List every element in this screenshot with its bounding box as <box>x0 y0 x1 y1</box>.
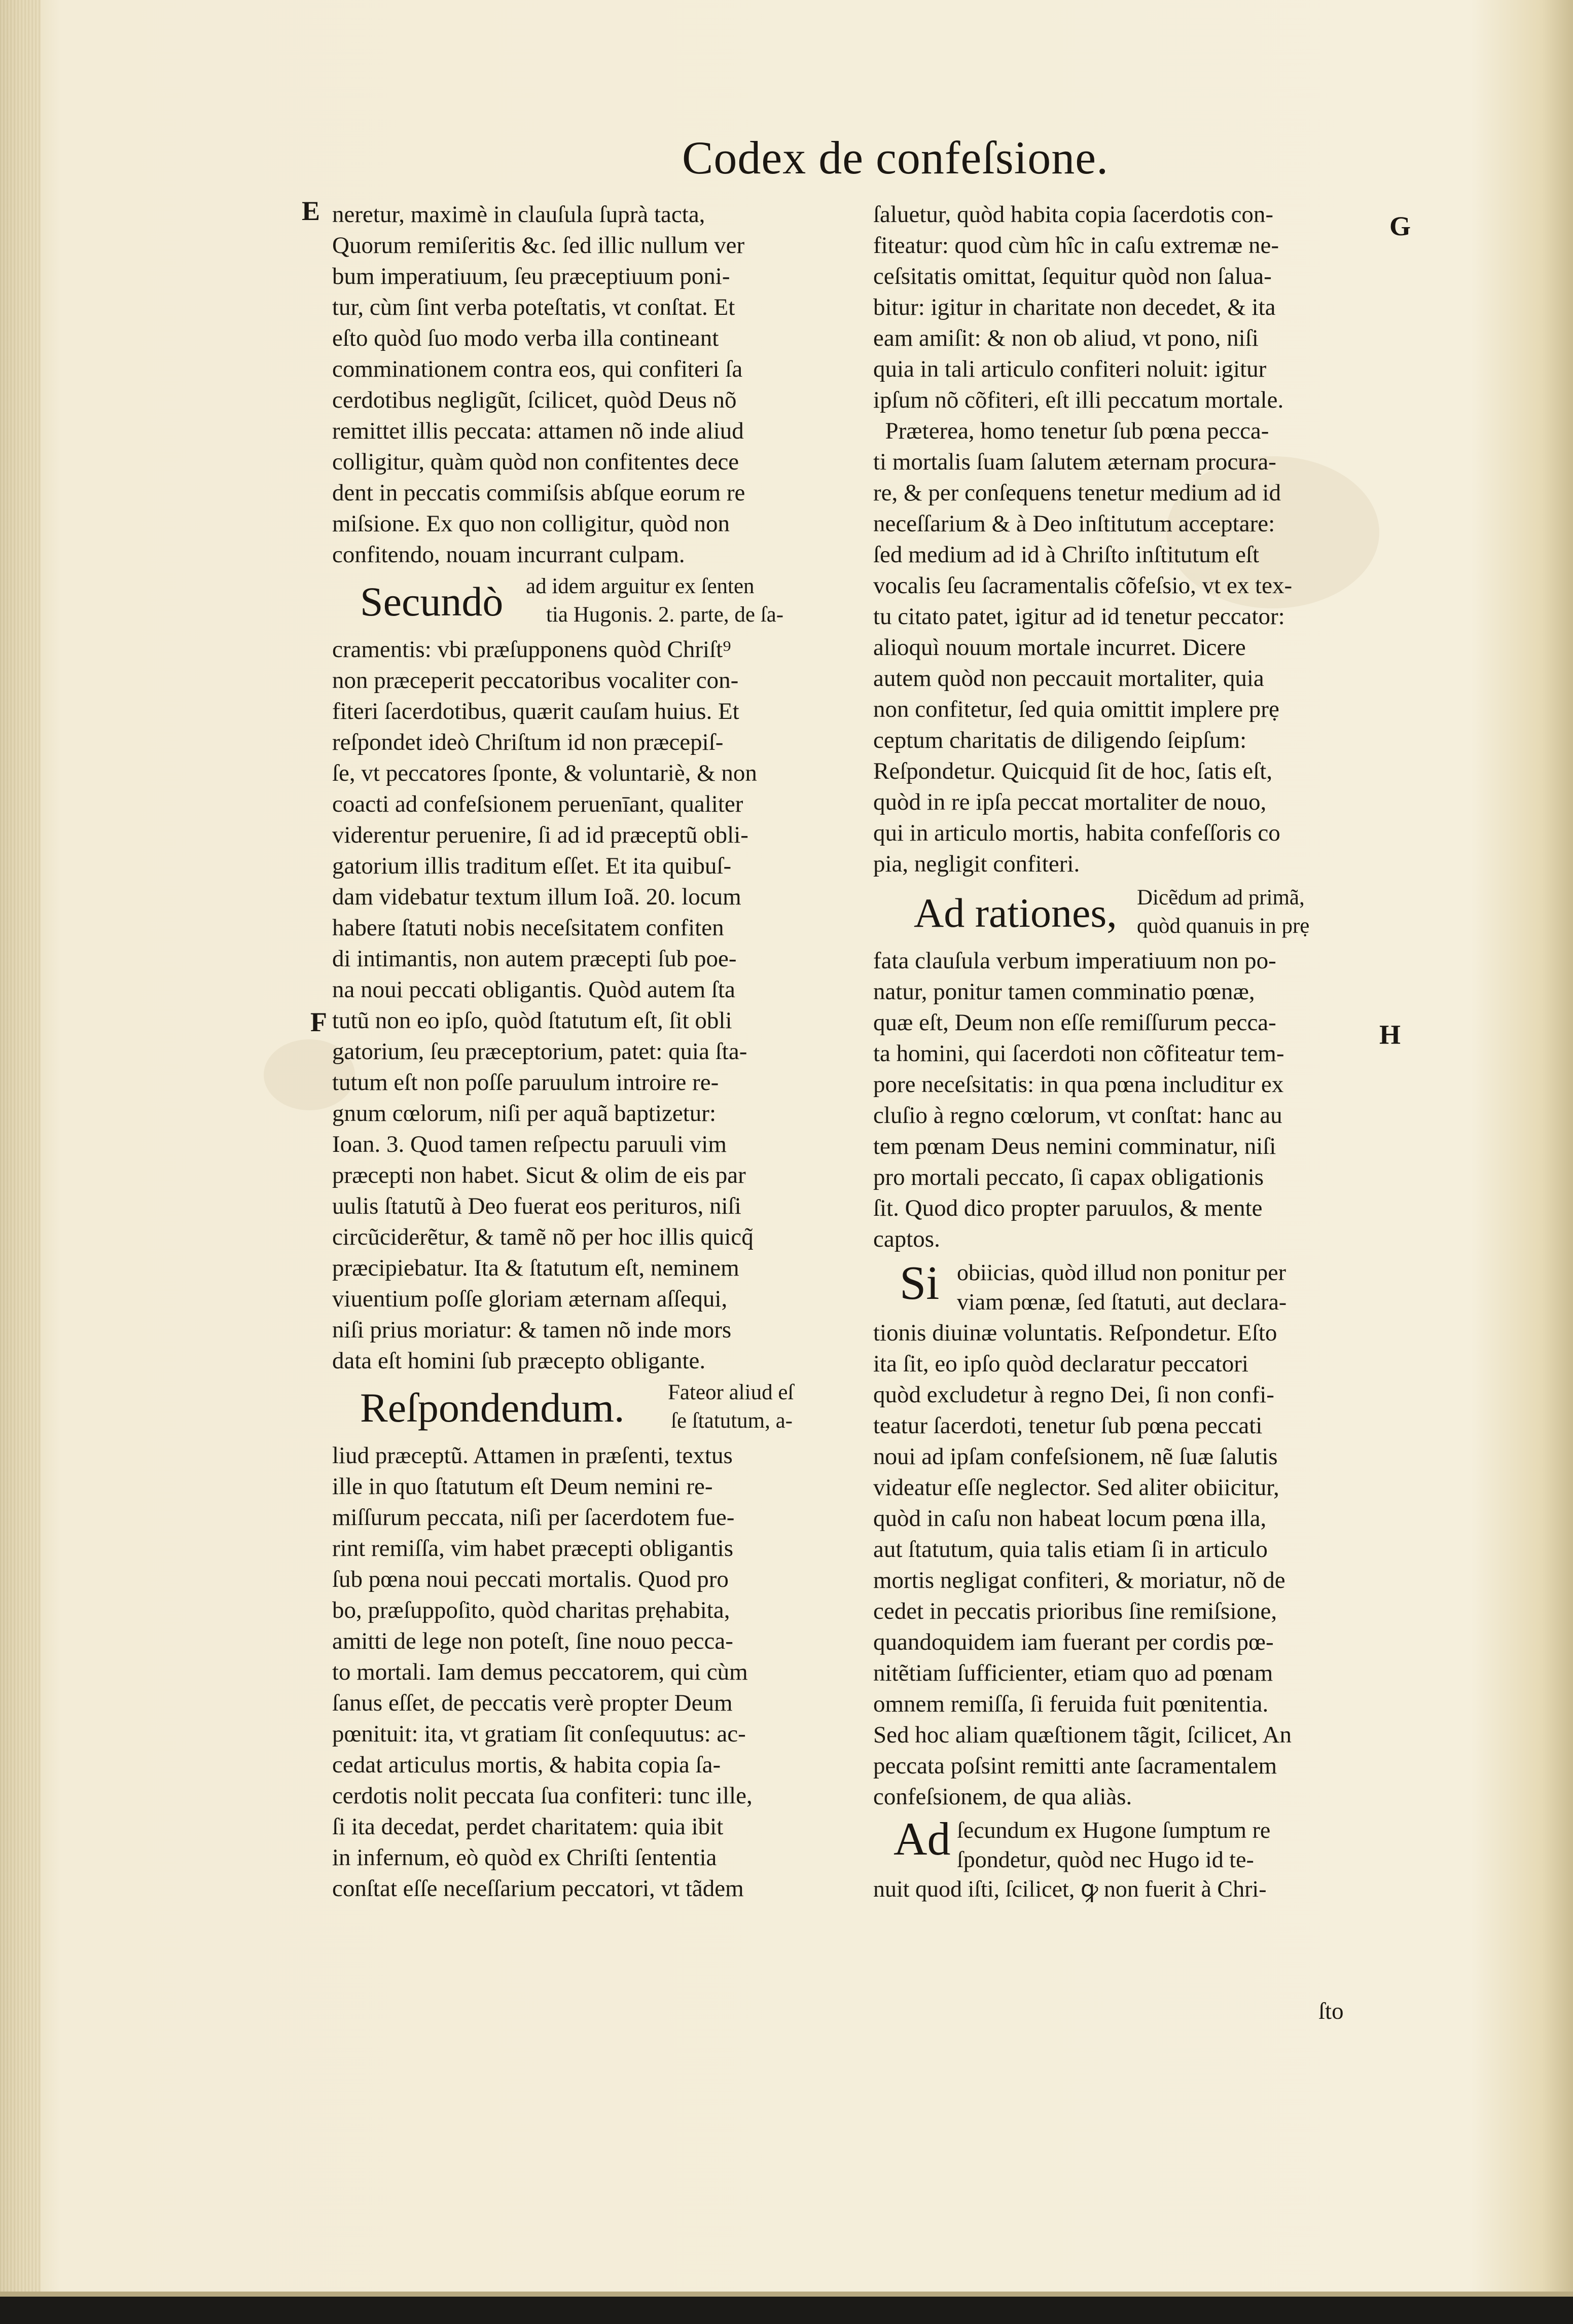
text-line: bo, præſuppoſito, quòd charitas prẹhabita, <box>332 1597 730 1623</box>
text-line: confeſsionem, de qua aliàs. <box>873 1784 1132 1810</box>
text-line: ipſum nõ cõfiteri, eſt illi peccatum mortale. <box>873 387 1284 413</box>
text-line: Ioan. 3. Quod tamen reſpectu paruuli vim <box>332 1131 727 1157</box>
text-line: ti mortalis ſuam ſalutem æternam procura- <box>873 449 1276 475</box>
text-line: colligitur, quàm quòd non confitentes dece <box>332 449 739 475</box>
text-line: quòd quanuis in prẹ <box>1137 914 1310 938</box>
text-line: pia, negligit confiteri. <box>873 851 1080 877</box>
text-line: tutum eſt non poſſe paruulum introire re- <box>332 1069 719 1096</box>
text-line: pœnituit: ita, vt gratiam ſit conſequutus: ac- <box>332 1721 746 1747</box>
text-line: data eſt homini ſub præcepto obligante. <box>332 1348 706 1374</box>
ad-secundum-paragraph-head <box>873 1815 1380 1907</box>
text-line: Præterea, homo tenetur ſub pœna pecca- <box>873 418 1269 444</box>
text-line: eam amiſit: & non ob aliud, vt pono, niſi <box>873 325 1259 351</box>
left-paragraph-3 <box>332 1440 844 1904</box>
text-line: uulis ſtatutũ à Deo fuerat eos perituros, niſi <box>332 1193 741 1219</box>
text-line: cramentis: vbi præſupponens quòd Chriſt⁹ <box>332 636 731 663</box>
text-line: ceptum charitatis de diligendo ſeipſum: <box>873 727 1247 753</box>
text-line: ſed medium ad id à Chriſto inſtitutum eſt <box>873 541 1260 568</box>
text-line: reſpondet ideò Chriſtum id non præcepiſ- <box>332 729 724 755</box>
text-line: noui ad ipſam confeſsionem, nẽ ſuæ ſalutis <box>873 1443 1278 1470</box>
text-line: nitẽtiam ſufficienter, etiam quo ad pœnam <box>873 1660 1273 1686</box>
text-line: teatur ſacerdoti, tenetur ſub pœna peccati <box>873 1412 1263 1439</box>
running-title: Codex de confeſsione. <box>682 132 1109 184</box>
text-line: niſi prius moriatur: & tamen nõ inde mors <box>332 1317 732 1343</box>
text-line: ſpondetur, quòd nec Hugo id te- <box>957 1846 1254 1872</box>
respondendum-paragraph-head <box>332 1378 844 1440</box>
si-inline-text <box>957 1258 1286 1317</box>
text-line: aut ſtatutum, quia talis etiam ſi in articulo <box>873 1536 1268 1563</box>
secundo-paragraph-head <box>332 572 844 634</box>
text-line: ſaluetur, quòd habita copia ſacerdotis con- <box>873 201 1273 228</box>
text-line: obiicias, quòd illud non ponitur per <box>957 1259 1286 1285</box>
text-line: alioquì nouum mortale incurret. Dicere <box>873 634 1246 661</box>
text-line: captos. <box>873 1226 940 1252</box>
text-line: ſe, vt peccatores ſponte, & voluntariè, & non <box>332 760 757 786</box>
text-line: autem quòd non peccauit mortaliter, quia <box>873 665 1264 692</box>
respondendum-inline-text <box>668 1378 794 1435</box>
si-paragraph-head <box>873 1258 1380 1318</box>
text-line: quòd excludetur à regno Dei, ſi non confi- <box>873 1382 1274 1408</box>
text-line: non confitetur, ſed quia omittit implere prẹ <box>873 696 1279 722</box>
text-line: habere ſtatuti nobis neceſsitatem confiten <box>332 915 724 941</box>
text-line: gatorium illis traditum eſſet. Et ita quibuſ- <box>332 853 732 879</box>
text-line: ſecundum ex Hugone ſumptum re <box>957 1817 1271 1843</box>
right-paragraph-2 <box>873 946 1380 1255</box>
text-line: tia Hugonis. 2. parte, de ſa- <box>546 603 784 627</box>
margin-marker-g: G <box>1389 211 1411 241</box>
right-paragraph-1 <box>873 199 1380 880</box>
text-line: cerdotibus negligũt, ſcilicet, quòd Deus nõ <box>332 387 737 413</box>
margin-marker-e: E <box>302 196 320 226</box>
text-line: tionis diuinæ voluntatis. Reſpondetur. Eſto <box>873 1320 1277 1346</box>
text-line: viderentur peruenire, ſi ad id præceptũ obli- <box>332 822 748 848</box>
text-line: ad idem arguitur ex ſenten <box>526 574 755 598</box>
text-line: gatorium, ſeu præceptorium, patet: quia ſta- <box>332 1038 747 1065</box>
text-line: ille in quo ſtatutum eſt Deum nemini re- <box>332 1473 713 1500</box>
left-text-column <box>332 199 844 1904</box>
text-line: cluſio à regno cœlorum, vt conſtat: hanc au <box>873 1102 1282 1129</box>
text-line: conſtat eſſe neceſſarium peccatori, vt tãdem <box>332 1875 744 1902</box>
text-line: Reſpondetur. Quicquid ſit de hoc, ſatis eſt, <box>873 758 1273 784</box>
text-line: quæ eſt, Deum non eſſe remiſſurum pecca- <box>873 1009 1276 1036</box>
text-line: tutũ non eo ipſo, quòd ſtatutum eſt, ſit obli <box>332 1007 732 1034</box>
text-line: tur, cùm ſint verba poteſtatis, vt conſtat. Et <box>332 294 735 320</box>
text-line: ſub pœna noui peccati mortalis. Quod pro <box>332 1566 729 1592</box>
text-line: nuit quod iſti, ſcilicet, ꝙ non fuerit à Chri- <box>873 1876 1267 1902</box>
text-line: coacti ad confeſsionem peruenīant, qualiter <box>332 791 743 817</box>
text-line: Dicẽdum ad primã, <box>1137 886 1305 910</box>
ad-rationes-inline-text <box>1137 884 1309 940</box>
text-line: videatur eſſe neglector. Sed aliter obiicitur, <box>873 1474 1279 1501</box>
text-line: bum imperatiuum, ſeu præceptiuum poni- <box>332 263 730 289</box>
text-line: in infernum, eò quòd ex Chriſti ſententia <box>332 1844 717 1871</box>
margin-marker-f: F <box>310 1007 327 1037</box>
text-line: fata clauſula verbum imperatiuum non po- <box>873 948 1276 974</box>
text-line: omnem remiſſa, ſi feruida fuit pœnitentia. <box>873 1691 1269 1717</box>
catchword: ſto <box>1318 1998 1344 2024</box>
text-line: Fateor aliud eſ <box>668 1381 794 1404</box>
margin-marker-h: H <box>1379 1020 1401 1050</box>
text-line: eſto quòd ſuo modo verba illa contineant <box>332 325 719 351</box>
text-line: ſanus eſſet, de peccatis verè propter Deum <box>332 1690 733 1716</box>
text-line: remittet illis peccata: attamen nõ inde aliud <box>332 418 744 444</box>
ad-rationes-heading: Ad rationes, <box>914 890 1117 936</box>
text-line: amitti de lege non poteſt, ſine nouo pecca- <box>332 1628 733 1654</box>
text-line: ſi ita decedat, perdet charitatem: quia ibit <box>332 1813 724 1840</box>
text-line: pore neceſsitatis: in qua pœna includitur ex <box>873 1071 1284 1098</box>
text-line: Sed hoc aliam quæſtionem tãgit, ſcilicet, An <box>873 1722 1292 1748</box>
text-line: to mortali. Iam demus peccatorem, qui cùm <box>332 1659 748 1685</box>
text-line: Quorum remiſeritis &c. ſed illic nullum ver <box>332 232 745 259</box>
text-line: non præceperit peccatoribus vocaliter con- <box>332 667 739 694</box>
text-line: comminationem contra eos, qui confiteri ſa <box>332 356 743 382</box>
text-line: fiteri ſacerdotibus, quærit cauſam huius. Et <box>332 698 739 724</box>
text-line: quòd in caſu non habeat locum pœna illa, <box>873 1505 1267 1532</box>
text-line: viam pœnæ, ſed ſtatuti, aut declara- <box>957 1289 1287 1315</box>
text-line: neceſſarium & à Deo inſtitutum acceptare: <box>873 511 1275 537</box>
text-line: dent in peccatis commiſsis abſque eorum re <box>332 480 745 506</box>
text-line: pro mortali peccato, ſi capax obligationis <box>873 1164 1264 1190</box>
text-line: gnum cœlorum, niſi per aquã baptizetur: <box>332 1100 717 1127</box>
text-line: miſsione. Ex quo non colligitur, quòd non <box>332 511 730 537</box>
text-line: na noui peccati obligantis. Quòd autem ſta <box>332 976 735 1003</box>
text-line: liud præceptũ. Attamen in præſenti, textus <box>332 1442 733 1469</box>
text-line: circũciderẽtur, & tamẽ nõ per hoc illis quicq̃ <box>332 1224 754 1250</box>
text-line: ta homini, qui ſacerdoti non cõfiteatur tem- <box>873 1040 1284 1067</box>
text-line: vocalis ſeu ſacramentalis cõfeſsio, vt ex tex- <box>873 572 1293 599</box>
text-line: natur, ponitur tamen comminatio pœnæ, <box>873 978 1255 1005</box>
left-paragraph-1 <box>332 199 844 570</box>
text-line: quandoquidem iam fuerant per cordis pœ- <box>873 1629 1274 1655</box>
text-line: tem pœnam Deus nemini comminatur, niſi <box>873 1133 1276 1159</box>
right-paragraph-3 <box>873 1318 1380 1812</box>
text-line: quia in tali articulo confiteri noluit: igitur <box>873 356 1267 382</box>
si-heading: Si <box>900 1257 940 1310</box>
secundo-inline-text <box>526 572 783 629</box>
text-line: miſſurum peccata, niſi per ſacerdotem fue- <box>332 1504 735 1531</box>
secundo-heading: Secundò <box>360 578 504 625</box>
text-line: dam videbatur textum illum Ioã. 20. locum <box>332 884 741 910</box>
text-line: mortis negligat confiteri, & moriatur, nõ de <box>873 1567 1285 1593</box>
text-line: ita ſit, eo ipſo quòd declaratur peccatori <box>873 1351 1248 1377</box>
page-fore-edge <box>0 0 41 2292</box>
text-line: qui in articulo mortis, habita confeſſoris co <box>873 820 1280 846</box>
text-line: præcepti non habet. Sicut & olim de eis par <box>332 1162 746 1188</box>
text-line: cedat articulus mortis, & habita copia ſa- <box>332 1752 721 1778</box>
text-line: ſe ſtatutum, a- <box>671 1409 793 1433</box>
text-line: fiteatur: quod cùm hîc in caſu extremæ ne- <box>873 232 1279 259</box>
text-line: neretur, maximè in clauſula ſuprà tacta, <box>332 201 705 228</box>
text-line: peccata poſsint remitti ante ſacramentalem <box>873 1753 1277 1779</box>
text-line: quòd in re ipſa peccat mortaliter de nouo, <box>873 789 1267 815</box>
text-line: tu citato patet, igitur ad id tenetur peccator: <box>873 603 1285 630</box>
text-line: rint remiſſa, vim habet præcepti obligantis <box>332 1535 733 1562</box>
text-line: bitur: igitur in charitate non decedet, & ita <box>873 294 1276 320</box>
text-line: ſit. Quod dico propter paruulos, & mente <box>873 1195 1263 1221</box>
text-line: præcipiebatur. Ita & ſtatutum eſt, neminem <box>332 1255 739 1281</box>
text-line: cedet in peccatis prioribus ſine remiſsione, <box>873 1598 1277 1624</box>
respondendum-heading: Reſpondendum. <box>360 1385 625 1431</box>
text-line: confitendo, nouam incurrant culpam. <box>332 541 685 568</box>
text-line: di intimantis, non autem præcepti ſub poe- <box>332 946 737 972</box>
left-paragraph-2 <box>332 634 844 1376</box>
text-line: viuentium poſſe gloriam æternam aſſequi, <box>332 1286 728 1312</box>
text-line: ceſsitatis omittat, ſequitur quòd non ſalua- <box>873 263 1272 289</box>
text-line: cerdotis nolit peccata ſua confiteri: tunc ille, <box>332 1783 753 1809</box>
text-line: re, & per conſequens tenetur medium ad id <box>873 480 1281 506</box>
ad-secundum-heading: Ad <box>893 1813 951 1865</box>
right-text-column <box>873 199 1380 1907</box>
ad-rationes-paragraph-head <box>873 884 1380 946</box>
